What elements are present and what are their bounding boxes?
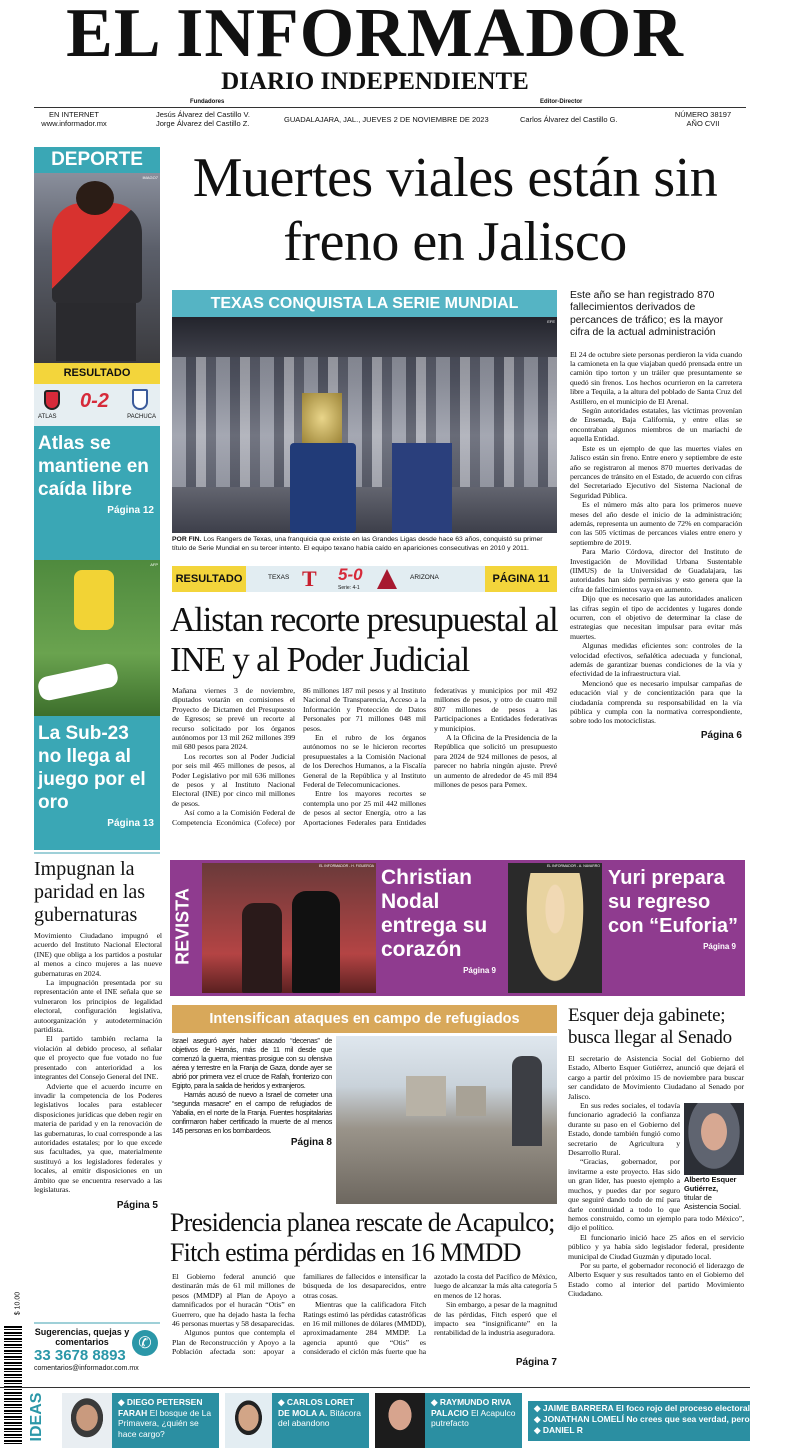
- ideas-bar: [62, 1393, 572, 1448]
- paragraph: “Gracias, gobernador, por invitarme a este proyecto. Has sido un gran líder, has puesto ejemplo a muchos, y puedes dar por seguro que seguiré dando todo de mí para darle continuidad a todo lo que hemos construido, como un ejemplo para todo México”, dijo el político.: [568, 1157, 744, 1233]
- paragraph: Entre los mayores recortes se contempla uno por 25 mil 442 millones de pesos al sector Energía, otro a las Aportaciones Federales para Entidades federativas y municipios por mil 492 millones de pesos, y otro de cuatro mil 807 millones de pesos a las Participaciones a Entidades federativas y municipios.: [303, 686, 557, 827]
- diamond-icon: ◆: [534, 1414, 543, 1424]
- yuri-headline[interactable]: Yuri prepara su regreso con “Euforia”: [608, 867, 739, 937]
- columnist-photo: [225, 1393, 272, 1448]
- diamond-icon: ◆: [118, 1397, 127, 1407]
- nodal-photo: [202, 863, 376, 993]
- revista-band: [170, 860, 745, 996]
- series: Serie: 4-1: [338, 585, 360, 591]
- lead-deck: Este año se han registrado 870 fallecimientos derivados de percances de tráfico; es la mayor cifra de la actual administración: [570, 290, 724, 339]
- column-item[interactable]: [272, 1393, 372, 1448]
- sports-story-atlas[interactable]: [34, 426, 160, 560]
- founders-label: Fundadores: [190, 99, 225, 105]
- founders: [156, 110, 250, 128]
- column-item[interactable]: [534, 1414, 802, 1425]
- paragraph: En sus redes sociales, el todavía funcionario agradeció la confianza durante su paso en el Gobierno del Estado, donde también fungió como secretario de Agricultura y Desarrollo Rural.: [568, 1101, 680, 1158]
- photo-credit: AFP: [150, 562, 158, 567]
- budget-body: [172, 686, 557, 827]
- internet-label: EN INTERNET: [48, 110, 99, 119]
- worldseries-caption: [172, 535, 557, 553]
- paragraph: Por su parte, el gobernador reconoció el liderazgo de Alberto Esquer y sus resultados tanto en el Gobierno del Estado como al interior del partido Movimiento Ciudadano.: [568, 1260, 744, 1299]
- author: JONATHAN LOMELÍ: [542, 1414, 624, 1424]
- paragraph: Sin embargo, a pesar de la magnitud de las pérdidas, Fitch esperó que el impacto sea “insignificante” en la rentabilidad de la industria aseguradora.: [434, 1300, 557, 1338]
- paragraph: Es el número más alto para los primeros nueve meses del año desde el inicio de la administración; además, representa un aumento de 72% en comparación con las 505 víctimas de percances viales entre enero y septiembre de 2019.: [570, 500, 742, 547]
- sports-photo-sub23: [34, 560, 160, 716]
- divider: [34, 852, 160, 854]
- paragraph: El secretario de Asistencia Social del Gobierno del Estado, Alberto Esquer Gutiérrez, anunció que dejará el cargo a partir del próximo 15 de noviembre para buscar ser candidato de Movimiento Ciudadano al Senado por Jalisco.: [568, 1054, 744, 1101]
- divider: [0, 1387, 750, 1388]
- caption-text: Los Rangers de Texas, una franquicia que existe en las Grandes Ligas desde hace 63 años, conquistó su primer título de Serie Mundial en su tercer intento. El equipo texano había caído en apariciones consecutivas en 2010 y 2011.: [172, 536, 543, 552]
- acapulco-page-ref[interactable]: Página 7: [515, 1356, 557, 1368]
- paragraph: La impugnación presentada por su representación ante el INE señala que se vulneraron los principios de legalidad electoral, configuración legislativa, autoorganización y autodeterminación partidista.: [34, 978, 162, 1035]
- issue-number: NÚMERO 38197: [674, 110, 732, 119]
- esquer-photo: [684, 1103, 744, 1175]
- columnist-photo: [62, 1393, 112, 1448]
- esquer-body: [568, 1054, 744, 1299]
- atlas-logo-icon: [44, 390, 60, 410]
- lead-story: [570, 290, 742, 741]
- photo-caption-role: titular de Asistencia Social.: [684, 1193, 741, 1212]
- diamond-icon: ◆: [431, 1397, 440, 1407]
- photo-credit: EL INFORMADOR - H. FIGUEROA: [319, 864, 374, 868]
- paragraph: Movimiento Ciudadano impugnó el acuerdo del Instituto Nacional Electoral (INE) que obliga a los partidos a postular al menos a cinco mujeres a las nueve gubernaturas en 2024.: [34, 931, 162, 978]
- home-team: ATLAS: [38, 414, 57, 420]
- diamond-icon: ◆: [278, 1397, 287, 1407]
- author: RAYMUNDO RIVA PALACIO: [431, 1397, 511, 1418]
- gaza-body: [172, 1036, 332, 1135]
- gaza-story: [172, 1036, 332, 1148]
- column-item[interactable]: [534, 1425, 744, 1436]
- photo-credit: IMAGO7: [142, 175, 158, 180]
- contact-email[interactable]: comentarios@informador.com.mx: [34, 1365, 139, 1372]
- worldseries-result-bar: [172, 566, 557, 592]
- paragraph: El partido también reclama la violación al debido proceso, al señalar que el proyecto que fue votado no fue presentado con anterioridad a los integrantes del Consejo General del INE.: [34, 1034, 162, 1082]
- headline: La Sub-23 no llega al juego por el oro: [38, 723, 146, 813]
- author: DIEGO PETERSEN FARAH: [118, 1397, 203, 1418]
- paragraph: Dijo que es necesario que las autoridades analicen las cifras según el tipo de accidentes y lugares donde ocurren, con el objetivo de determinar la clase de estrategias que necesitan impulsar para evitar más muertes.: [570, 594, 742, 641]
- photo-credit: EFE: [547, 319, 555, 324]
- diamond-icon: ◆: [534, 1403, 543, 1413]
- lead-page-ref[interactable]: Página 6: [700, 729, 742, 741]
- budget-story: [170, 600, 560, 827]
- title: No crees que sea verdad, pero dudas que...: [626, 1414, 802, 1424]
- score: 5-0: [338, 565, 363, 584]
- nodal-headline[interactable]: Christian Nodal entrega su corazón: [381, 866, 488, 961]
- title: El Acapulco putrefacto: [431, 1407, 516, 1428]
- result-label: RESULTADO: [172, 566, 246, 592]
- paragraph: Este es un ejemplo de que las muertes viales en Jalisco están sin freno. Entre enero y septiembre de este año se registraron al menos 870 muertes derivadas de percances de tránsito en el Estado, de acuerdo con cifras del Secretariado Ejecutivo del Sistema Nacional de Seguridad Pública.: [570, 443, 742, 500]
- yuri-photo: [508, 863, 602, 993]
- paragraph: Israel aseguró ayer haber atacado “decenas” de objetivos de Hamás, más de 11 mil desde que comenzó la guerra, mientras prosigue con su ofensiva aérea y terrestre en la Franja de Gaza, donde ayer se abrió por primera vez el cruce de Rafah, fronterizo con Egipto, para la salida de heridos y extranjeros.: [172, 1036, 332, 1090]
- lead-body: [570, 350, 742, 726]
- sports-story-sub23[interactable]: [34, 716, 160, 850]
- paragraph: Mientras que la calificadora Fitch Ratings estimó las pérdidas catastróficas en 16 mil millones de dólares (MMDD), aproximadamente 284 MMDP. La agencia apuntó que “Otis” es considerado el ciclón más fuerte que ha azotado la costa del Pacífico de México, luego de alcanzar la más alta categoría 5 en menos de 12 horas.: [303, 1272, 557, 1357]
- esquer-photo-box: [684, 1103, 744, 1211]
- parity-headline[interactable]: Impugnan la paridad en las gubernaturas: [34, 858, 146, 926]
- revista-label[interactable]: REVISTA: [172, 888, 193, 965]
- score: 0-2: [80, 390, 109, 412]
- ideas-label[interactable]: IDEAS: [28, 1392, 45, 1442]
- away-team: PACHUCA: [127, 414, 156, 420]
- issue-year: AÑO CVII: [686, 119, 720, 128]
- lead-headline[interactable]: Muertes viales están sin freno en Jalisco: [192, 147, 718, 273]
- home-team: TEXAS: [268, 574, 290, 581]
- caption-lead: POR FIN.: [172, 536, 202, 543]
- gaza-photo: [336, 1036, 557, 1204]
- parity-story: [34, 858, 162, 1211]
- sports-photo-atlas: [34, 173, 160, 363]
- rangers-logo-icon: T: [302, 566, 317, 591]
- dateline: GUADALAJARA, JAL., JUEVES 2 DE NOVIEMBRE DE 2023: [284, 115, 489, 124]
- column-item[interactable]: [425, 1393, 525, 1448]
- issue-info: [670, 110, 736, 128]
- worldseries-photo: [172, 317, 557, 533]
- editor-label: Editor-Director: [540, 99, 583, 105]
- masthead-rule: [34, 107, 746, 108]
- ideas-more: [528, 1401, 802, 1441]
- contact-title: Sugerencias, quejas y comentarios: [34, 1327, 130, 1347]
- paragraph: El 24 de octubre siete personas perdieron la vida cuando la camioneta en la que viajaban quedó prensada entre un camión tipo torton y un tráiler que presuntamente se quedó sin frenos. Los hechos ocurrieron en la carretera libre a Tequila, a la altura del poblado de Santa Cruz del Astillero, en el municipio de El Arenal.: [570, 349, 742, 406]
- photo-credit: EL INFORMADOR - A. NAVARRO: [546, 864, 600, 868]
- page-ref[interactable]: Página 9: [463, 966, 496, 975]
- paragraph: Mencionó que es necesario impulsar campañas de educación vial y de concientización para que la ciudadanía comprenda su responsabilidad en la vía pública y cumpla con la normativa correspondiente, sobre todo los motociclistas.: [570, 678, 742, 726]
- paragraph: Así como a la Comisión Federal de Competencia Económica (Cofece) por 86 millones 187 mil pesos y al Instituto Nacional de Transparencia, Acceso a la Información y Protección de Datos Personales por 71 millones 048 mil pesos.: [172, 686, 426, 827]
- esquer-headline[interactable]: Esquer deja gabinete; busca llegar al Senado: [568, 1005, 732, 1048]
- author: CARLOS LORET DE MOLA A.: [278, 1397, 354, 1418]
- paragraph: Advierte que el acuerdo incurre en invadir la competencia de los Poderes legislativos locales para establecer disposiciones jurídicas que deben regir en materia de paridad y en la renovación de las gubernaturas, lo cual corresponde a las autoridades estatales; por lo que excede sus facultades, ya que, materialmente sustituyó a los legisladores federales y locales, al emitir disposiciones en un ámbito que se encuentra reservado a las legislaturas.: [34, 1081, 162, 1194]
- author: DANIEL R: [542, 1425, 583, 1435]
- website-link[interactable]: www.informador.mx: [41, 119, 107, 128]
- away-team: ARIZONA: [410, 574, 439, 581]
- sports-section-header[interactable]: DEPORTE: [34, 147, 160, 173]
- title: El foco rojo del proceso electoral: [615, 1403, 750, 1413]
- paragraph: Algunas medidas eficientes son: controles de la velocidad efectivos, señalética adecuada y funcional, además de garantizar buenas condiciones de la vía y efectividad de la infraestructura vial.: [570, 641, 742, 679]
- column-item[interactable]: [534, 1403, 750, 1414]
- contact-box: [34, 1322, 160, 1384]
- sports-result-label: RESULTADO: [34, 363, 160, 384]
- acapulco-story: [170, 1208, 562, 1368]
- column-item[interactable]: [112, 1393, 222, 1448]
- founder-name: Jesús Álvarez del Castillo V.: [156, 110, 250, 119]
- nodal-story: [381, 866, 506, 975]
- paragraph: El funcionario inició hace 25 años en el servicio público y ya había sido legislador federal, presidente municipal de Ciudad Guzmán y diputado local.: [568, 1232, 744, 1261]
- yuri-story: [608, 866, 742, 951]
- masthead-subtitle: DIARIO INDEPENDIENTE: [221, 68, 529, 95]
- internet-info: [34, 110, 114, 128]
- contact-phone[interactable]: 33 3678 8893: [34, 1347, 126, 1364]
- sports-scoreboard: [34, 384, 160, 426]
- esquer-story: [568, 1005, 744, 1299]
- acapulco-headline[interactable]: Presidencia planea rescate de Acapulco; Fitch estima pérdidas en 16 MMDD: [170, 1208, 555, 1267]
- gaza-banner[interactable]: Intensifican ataques en campo de refugiados: [172, 1005, 557, 1033]
- title: El bosque de La Primavera, ¿quién se hace cargo?: [118, 1407, 212, 1439]
- headline: Atlas se mantiene en caída libre: [38, 433, 149, 500]
- worldseries-banner[interactable]: TEXAS CONQUISTA LA SERIE MUNDIAL: [172, 290, 557, 317]
- parity-body: [34, 931, 162, 1194]
- columnist-photo: [375, 1393, 425, 1448]
- budget-headline[interactable]: Alistan recorte presupuestal al INE y al Poder Judicial: [170, 600, 558, 679]
- paragraph: Hamás acusó de nuevo a Israel de cometer una “segunda masacre” en el campo de refugiados de Yabalia, en el norte de la Franja. Fuentes hospitalarias confirmaron haber certificado la muerte de al menos 145 personas en los bombardeos.: [172, 1090, 332, 1135]
- parity-page-ref[interactable]: Página 5: [116, 1200, 158, 1212]
- author: JAIME BARRERA: [542, 1403, 614, 1413]
- paragraph: Los recortes son al Poder Judicial por seis mil 465 millones de pesos, al Poder Legislativo por mil 636 millones de pesos y al Instituto Nacional Electoral (INE) por cinco mil millones de pesos.: [172, 751, 295, 808]
- barcode: [4, 1326, 22, 1446]
- diamond-icon: ◆: [534, 1425, 543, 1435]
- paragraph: Algunos puntos que contempla el Plan de Reconstrucción y Apoyo a la Población afectada son: apoyar a familiares de fallecidos e intensificar la búsqueda de los desaparecidos, entre otras cosas.: [172, 1272, 426, 1357]
- founder-name: Jorge Álvarez del Castillo Z.: [156, 119, 250, 128]
- photo-caption-name: Alberto Esquer Gutiérrez,: [684, 1175, 737, 1194]
- editor-name: Carlos Álvarez del Castillo G.: [520, 115, 618, 124]
- paragraph: Para Mario Córdova, director del Instituto de Investigación de Movilidad Urbana Sustentable (IIMUS) de la Universidad de Guadalajara, las autoridades han sido permisivas y esto genera que la cifra de fallecimientos vaya en aumento.: [570, 547, 742, 594]
- dbacks-logo-icon: [377, 569, 397, 589]
- page-ref[interactable]: PÁGINA 11: [485, 566, 557, 592]
- page-ref[interactable]: Página 12: [107, 505, 154, 516]
- acapulco-body: [172, 1272, 557, 1357]
- pachuca-logo-icon: [132, 389, 148, 410]
- price: $ 10.00: [14, 1291, 22, 1316]
- paragraph: El Gobierno federal anunció que destinarán más de 61 mil millones de pesos (MMDP) al Plan de Apoyo a damnificados por el huracán “Otis” en Guerrero, que ha dejado hasta la fecha 46 personas muertas y 58 desaparecidas.: [172, 1272, 295, 1329]
- phone-icon: ✆: [132, 1330, 158, 1356]
- paragraph: Mañana viernes 3 de noviembre, diputados votarán en comisiones el Proyecto de Dictamen del Presupuesto de Egresos; se prevé un recorte al recurso solicitado por los órganos autónomos por 13 mil 262 millones 399 mil 680 pesos para 2024.: [172, 686, 295, 752]
- masthead-title: EL INFORMADOR: [66, 0, 684, 72]
- title: Bitácora del abandono: [278, 1407, 361, 1428]
- paragraph: Según autoridades estatales, las víctimas provenían de Ensenada, Baja California, y entre ellas se encontraban algunos miembros de un mariachi de aquella Entidad.: [570, 406, 742, 444]
- page-ref[interactable]: Página 13: [107, 818, 154, 829]
- paragraph: En el rubro de los órganos autónomos no se le hicieron recortes presupuestales a la Comisión Nacional de los Derechos Humanos, a la Fiscalía General de la República y al Instituto Federal de Telecomunicaciones.: [303, 733, 426, 790]
- page-ref[interactable]: Página 9: [703, 942, 736, 951]
- paragraph: A la Oficina de la Presidencia de la República que solicitó un presupuesto para 2024 de 924 millones de pesos, al parecer no habría ningún ajuste. Prevé un aumento de alrededor de 45 mil 894 millones de pesos para Pemex.: [434, 733, 557, 790]
- gaza-page-ref[interactable]: Página 8: [290, 1137, 332, 1148]
